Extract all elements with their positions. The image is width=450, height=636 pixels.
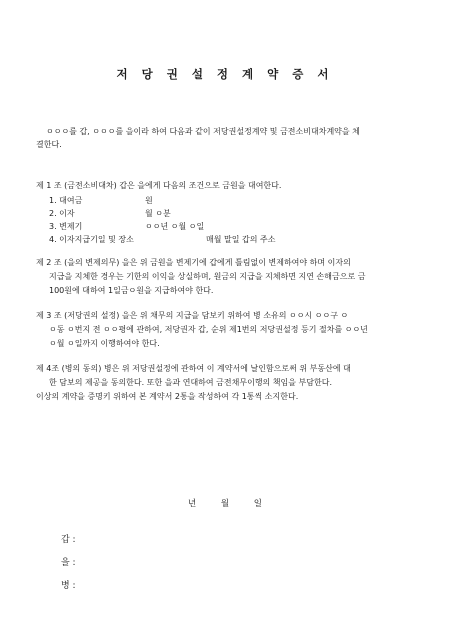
- article-1-item-label: 1. 대여금: [49, 196, 83, 205]
- article-3-line-2: ㅇ동 ㅇ번지 전 ㅇㅇ평에 관하여, 저당권자 갑, 순위 제1번의 저당권설정 등기 절차를 ㅇㅇ년: [49, 325, 368, 334]
- article-3-line-3: ㅇ월 ㅇ일까지 이행하여야 한다.: [49, 339, 160, 348]
- article-2-line-3: 100원에 대하여 1일금ㅇ원을 지급하여야 한다.: [49, 286, 214, 295]
- document-title: 저 당 권 설 정 계 약 증 서: [116, 67, 334, 81]
- article-3-line-1: 제 3 조 (저당권의 설정) 을은 위 채무의 지급을 담보키 위하여 병 소유의 ㅇㅇ시 ㅇㅇ구 ㅇ: [36, 311, 349, 320]
- intro-line-1: ㅇㅇㅇ를 갑, ㅇㅇㅇ를 을이라 하여 다음과 같이 저당권설정계약 및 금전소비대차계약을 체: [46, 127, 360, 136]
- party-byeong-signature: 병 :: [61, 581, 76, 591]
- article-1-item-value: 매월 말일 갑의 주소: [206, 235, 276, 244]
- intro-line-2: 결한다.: [36, 140, 62, 149]
- article-2-line-2: 지급을 지체한 경우는 기한의 이익을 상실하며, 원금의 지급을 지체하면 지연 손해금으로 금: [49, 272, 366, 281]
- article-1-item-value: 원: [145, 196, 153, 205]
- article-1-item-label: 2. 이자: [49, 209, 75, 218]
- closing-statement: 이상의 계약을 증명키 위하여 본 계약서 2통을 작성하여 각 1통씩 소지한다.: [36, 392, 299, 401]
- article-1-item-label: 3. 변제기: [49, 222, 83, 231]
- article-1-item-value: ㅇㅇ년 ㅇ월 ㅇ일: [145, 222, 205, 231]
- article-1-heading: 제 1 조 (금전소비대차) 갑은 을에게 다음의 조건으로 금원을 대여한다.: [36, 181, 282, 190]
- party-gap-signature: 갑 :: [61, 535, 76, 545]
- article-4-line-2: 한 담보의 제공을 동의한다. 또한 을과 연대하여 금전채무이행의 책임을 부담한다.: [49, 378, 332, 387]
- article-4-line-1: 제 4조 (병의 동의) 병은 위 저당권설정에 관하여 이 계약서에 날인함으로써 위 부동산에 대: [36, 364, 351, 373]
- article-1-item-value: 월 ㅇ분: [145, 209, 171, 218]
- article-1-item-label: 4. 이자지급기일 및 장소: [49, 235, 134, 244]
- date-line: 년 월 일: [187, 499, 263, 509]
- party-eul-signature: 을 :: [61, 558, 76, 568]
- article-2-line-1: 제 2 조 (을의 변제의무) 을은 위 금원을 변제기에 갑에게 틀림없이 변제하여야 하며 이자의: [36, 258, 351, 267]
